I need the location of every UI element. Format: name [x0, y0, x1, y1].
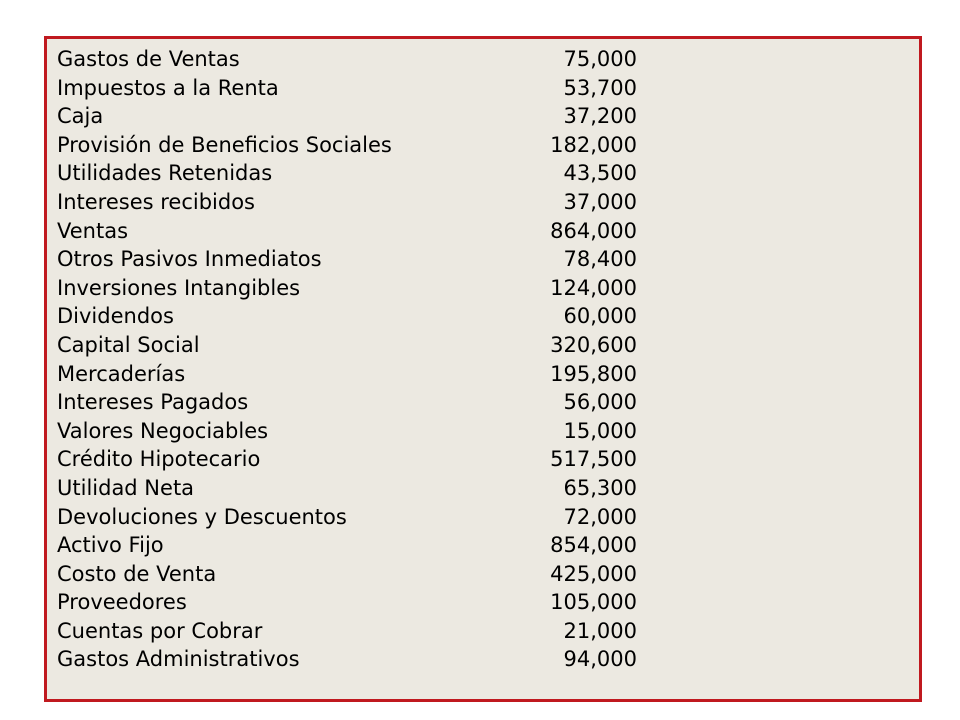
account-row [57, 102, 637, 131]
account-row [57, 74, 637, 103]
account-name: Activo Fijo [57, 533, 164, 558]
account-amount: 75,000 [563, 47, 637, 71]
account-name: Dividendos [57, 304, 174, 329]
account-amount: 15,000 [563, 418, 637, 443]
account-amount: 37,000 [563, 189, 637, 214]
account-amount: 124,000 [550, 275, 637, 300]
account-name: Provisión de Beneficios Sociales [57, 132, 392, 157]
account-row [57, 217, 637, 246]
account-name: Intereses Pagados [57, 390, 249, 415]
account-amount: 425,000 [550, 561, 637, 586]
account-row [57, 302, 637, 331]
account-name: Proveedores [57, 590, 187, 615]
account-row [57, 503, 637, 532]
account-row [57, 417, 637, 446]
account-row [57, 560, 637, 589]
account-row [57, 388, 637, 417]
account-amount: 21,000 [563, 618, 637, 643]
account-name: Impuestos a la Renta [57, 75, 279, 100]
account-amount: 105,000 [550, 590, 637, 615]
account-amount: 43,500 [563, 161, 637, 186]
account-name: Caja [57, 104, 104, 129]
account-name: Cuentas por Cobrar [57, 618, 263, 643]
account-amount: 56,000 [563, 390, 637, 415]
account-name: Utilidad Neta [57, 475, 195, 500]
account-row [57, 45, 637, 74]
account-amount: 72,000 [563, 504, 637, 529]
account-amount: 60,000 [563, 304, 637, 329]
account-name: Inversiones Intangibles [57, 275, 301, 300]
account-name: Ventas [57, 218, 129, 243]
account-name: Intereses recibidos [57, 189, 255, 214]
account-row [57, 274, 637, 303]
account-amount: 182,000 [550, 132, 637, 157]
account-row [57, 474, 637, 503]
account-name: Gastos de Ventas [57, 47, 240, 71]
account-name: Utilidades Retenidas [57, 161, 273, 186]
account-row [57, 159, 637, 188]
account-row [57, 131, 637, 160]
account-name: Capital Social [57, 332, 200, 357]
accounts-panel [44, 36, 922, 702]
account-amount: 864,000 [550, 218, 637, 243]
account-name: Crédito Hipotecario [57, 447, 261, 472]
account-amount: 37,200 [563, 104, 637, 129]
account-row [57, 360, 637, 389]
account-amount: 78,400 [563, 247, 637, 272]
account-amount: 53,700 [563, 75, 637, 100]
account-amount: 65,300 [563, 475, 637, 500]
account-row [57, 617, 637, 646]
account-amount: 94,000 [563, 647, 637, 672]
account-name: Mercaderías [57, 361, 186, 386]
account-name: Devoluciones y Descuentos [57, 504, 347, 529]
account-name: Gastos Administrativos [57, 647, 300, 672]
account-amount: 517,500 [550, 447, 637, 472]
account-row [57, 188, 637, 217]
account-row [57, 645, 637, 674]
account-row [57, 245, 637, 274]
account-row [57, 331, 637, 360]
account-row [57, 445, 637, 474]
account-name: Valores Negociables [57, 418, 269, 443]
account-row [57, 588, 637, 617]
account-name: Otros Pasivos Inmediatos [57, 247, 322, 272]
accounts-list [57, 45, 637, 674]
account-name: Costo de Venta [57, 561, 217, 586]
account-row [57, 531, 637, 560]
account-amount: 195,800 [550, 361, 637, 386]
account-amount: 854,000 [550, 533, 637, 558]
account-amount: 320,600 [550, 332, 637, 357]
